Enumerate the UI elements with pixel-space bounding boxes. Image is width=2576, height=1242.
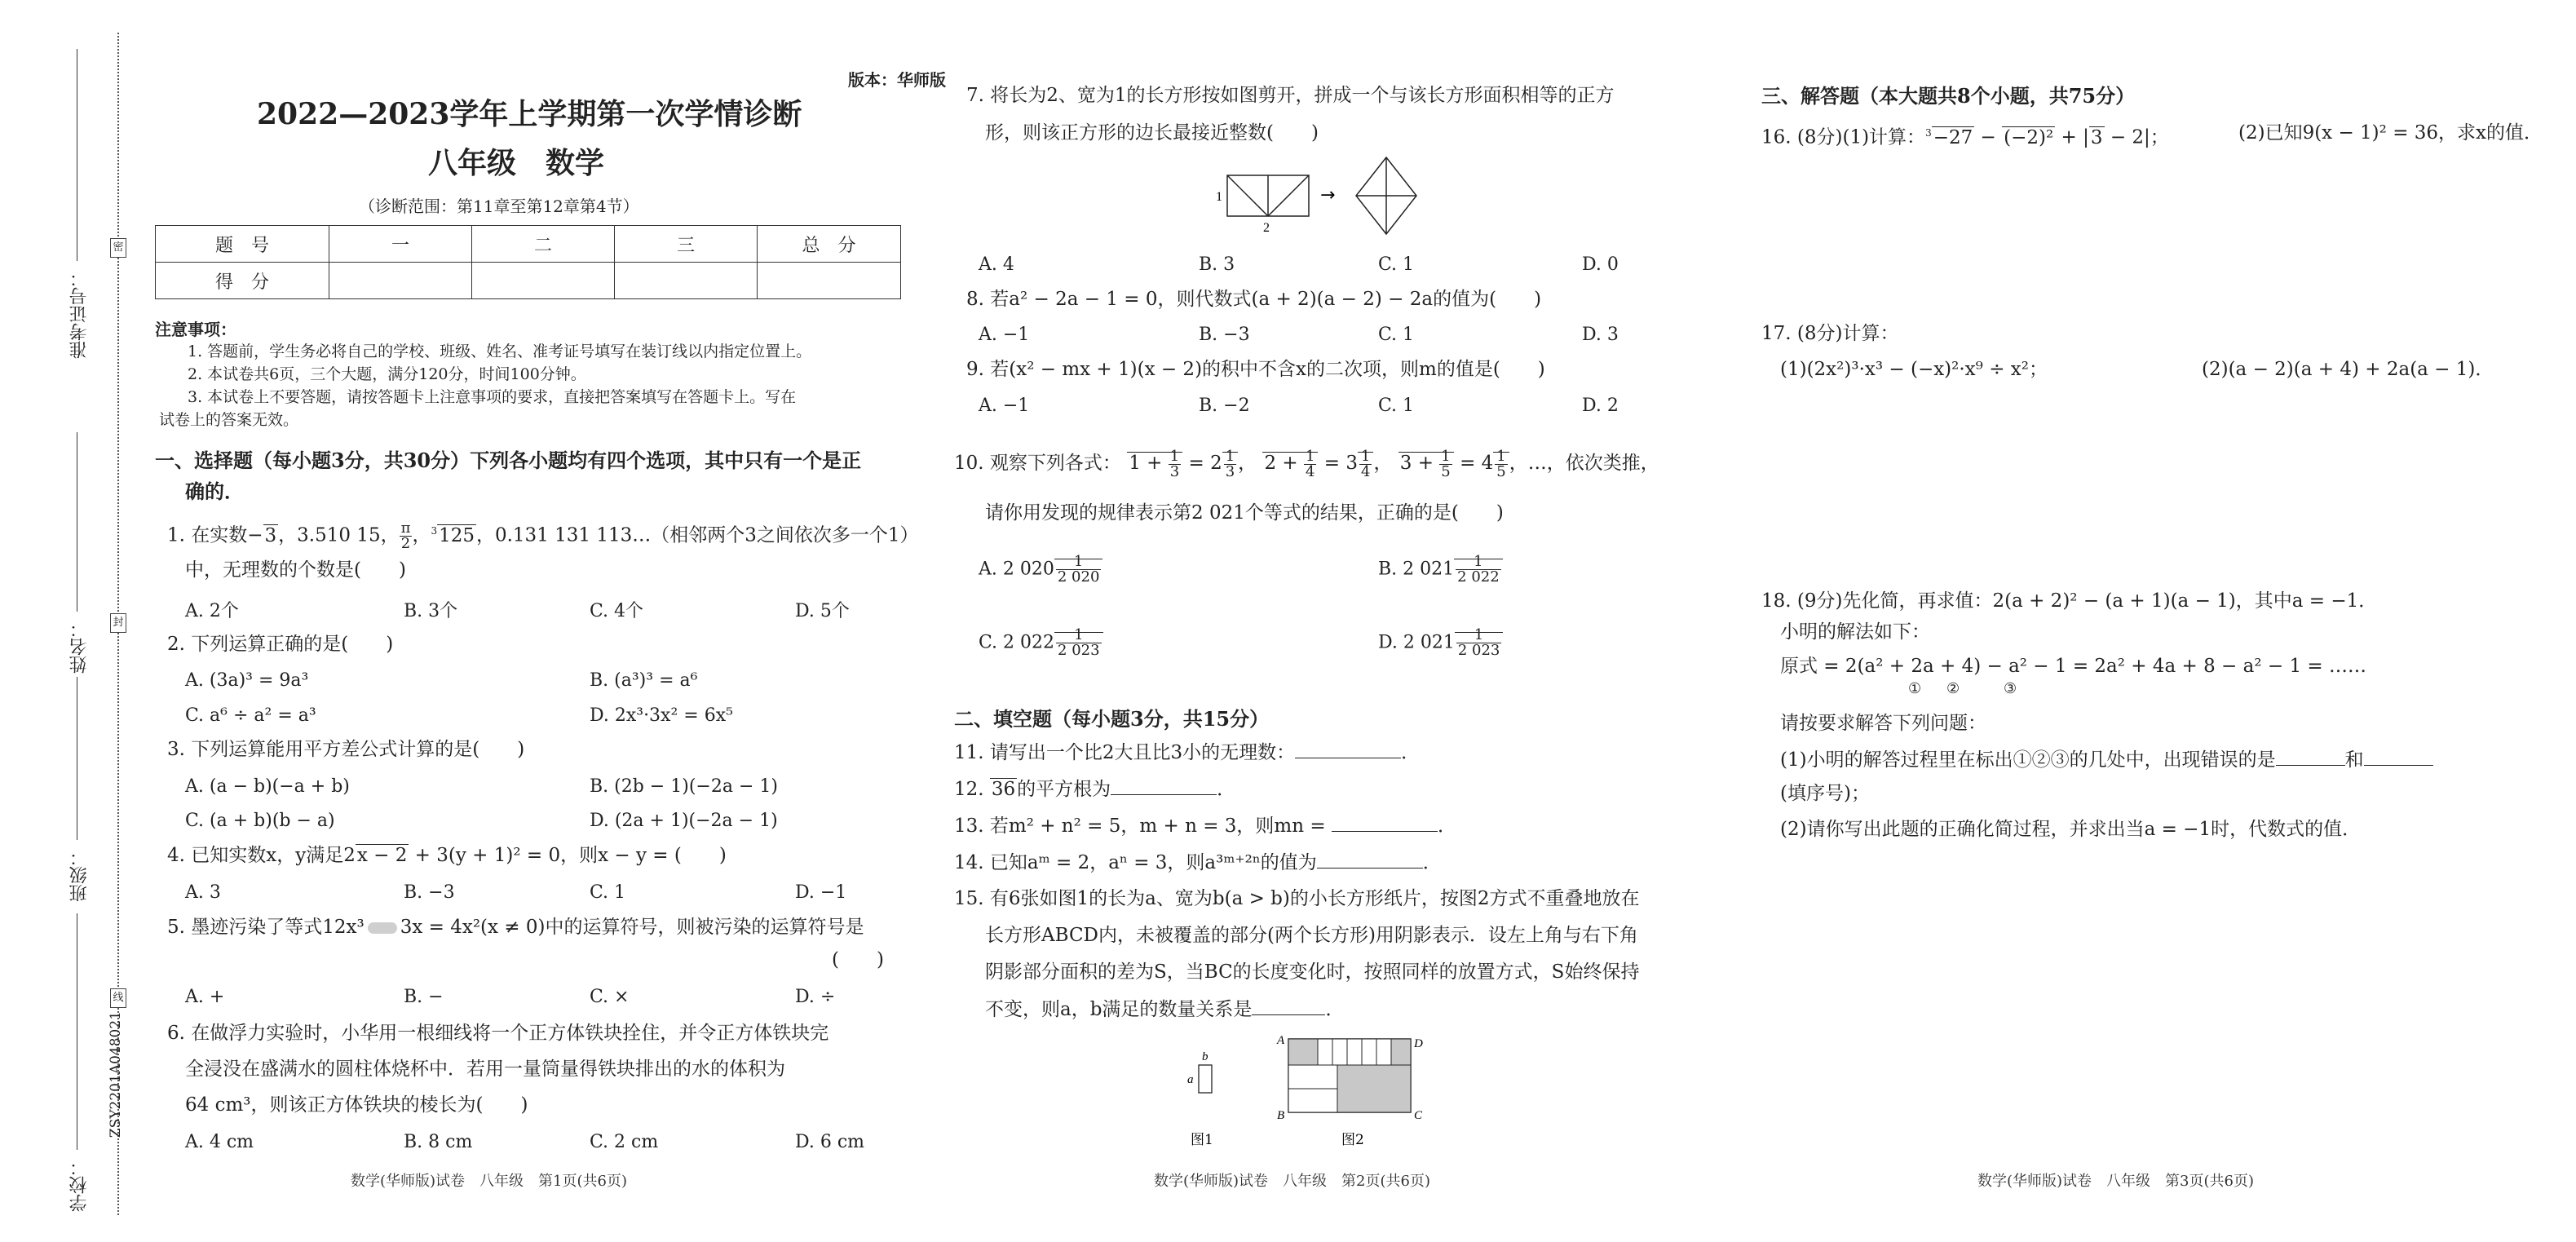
- q7-stem-1: 7. 将长为2、宽为1的长方形按如图剪开，拼成一个与该长方形面积相等的正方: [966, 85, 1615, 106]
- q10-term-1: 1 + $\frac{1}{3}$ = 2 $\frac{1}{3}$: [1127, 452, 1238, 474]
- fig1-label-b: b: [1202, 1050, 1208, 1063]
- score-cell[interactable]: [472, 263, 615, 299]
- section1-heading-2: 确的．: [185, 480, 244, 503]
- score-th-2: 二: [472, 226, 615, 263]
- exam-subtitle: 八年级 数学: [428, 146, 605, 180]
- figure-2: [1276, 1034, 1423, 1148]
- q9-option-a[interactable]: A. −1: [979, 396, 1030, 416]
- note-4: 试卷上的答案无效。: [159, 411, 299, 429]
- page-2: [954, 0, 1704, 1242]
- q6-stem-3: 64 cm³，则该正方体铁块的棱长为( ): [185, 1094, 528, 1116]
- q14-answer-blank[interactable]: [1317, 848, 1423, 869]
- q18-stem: 18. (9分)先化简，再求值：2(a + 2)² − (a + 1)(a − 1)，其中a = −1．: [1761, 590, 2378, 612]
- score-th-label: 题 号: [156, 226, 329, 263]
- q5-paren: ( ): [832, 949, 884, 970]
- q1-stem-2: 中，无理数的个数是( ): [185, 559, 406, 581]
- q4-stem: 4. 已知实数x，y满足2x − 2 + 3(y + 1)² = 0，则x − y = ( ): [167, 845, 727, 866]
- q2-option-b[interactable]: B. (a³)³ = a⁶: [590, 670, 698, 691]
- q7-figure: [1211, 155, 1423, 245]
- q8-option-c[interactable]: C. 1: [1378, 325, 1415, 345]
- section3-heading: 三、解答题（本大题共8个小题，共75分）: [1761, 84, 2136, 108]
- assembled-square: [1356, 157, 1416, 234]
- q7-option-c[interactable]: C. 1: [1378, 254, 1415, 275]
- q8-option-b[interactable]: B. −3: [1199, 325, 1250, 345]
- q18-answer-blank-2[interactable]: [2364, 745, 2433, 766]
- q11-answer-blank[interactable]: [1295, 738, 1401, 758]
- note-1: 1. 答题前，学生务必将自己的学校、班级、姓名、准考证号填写在装订线以内指定位置上。: [188, 343, 812, 360]
- q6-option-a[interactable]: A. 4 cm: [185, 1132, 254, 1152]
- q16-part1: 16. (8分)(1)计算：$^3$−27 − (−2)² + |3 − 2|；: [1761, 126, 2169, 148]
- q12-stem: 12. 36的平方根为 ．: [954, 775, 1235, 803]
- q6-stem-2: 全浸没在盛满水的圆柱体烧杯中．若用一量筒量得铁块排出的水的体积为: [185, 1059, 785, 1080]
- q4-option-b[interactable]: B. −3: [404, 882, 455, 903]
- binding-strip: [49, 33, 130, 1215]
- q3-option-a[interactable]: A. (a − b)(−a + b): [185, 776, 350, 797]
- q8-stem: 8. 若a² − 2a − 1 = 0，则代数式(a + 2)(a − 2) − 2a的值为( ): [966, 289, 1542, 310]
- q7-option-b[interactable]: B. 3: [1199, 254, 1235, 275]
- q4-option-a[interactable]: A. 3: [185, 882, 221, 903]
- q3-option-d[interactable]: D. (2a + 1)(−2a − 1): [590, 811, 778, 831]
- q10-option-a[interactable]: A. 2 020 $\frac{1}{2 020}$: [979, 555, 1102, 585]
- q2-stem: 2. 下列运算正确的是( ): [167, 634, 394, 655]
- q1-stem: 1. 在实数−3，3.510 15， $\frac{\pi}{2}$ ，$^3$125，0.131 131 113…（相邻两个3之间依次多一个1）: [167, 519, 919, 553]
- q10-option-d[interactable]: D. 2 021 $\frac{1}{2 023}$: [1378, 628, 1503, 658]
- note-2: 2. 本试卷共6页，三个大题，满分120分，时间100分钟。: [188, 365, 586, 383]
- fig2-vertex-b: B: [1277, 1109, 1285, 1122]
- q5-option-a[interactable]: A. +: [185, 987, 225, 1007]
- score-th-total: 总 分: [758, 226, 901, 263]
- figure-1: [1187, 1050, 1213, 1148]
- q10-term-2: 2 + $\frac{1}{4}$ = 3 $\frac{1}{4}$: [1262, 452, 1373, 474]
- q4-option-c[interactable]: C. 1: [590, 882, 626, 903]
- q7-option-d[interactable]: D. 0: [1582, 254, 1619, 275]
- q13-stem: 13. 若m² + n² = 5，m + n = 3，则mn = ．: [954, 811, 1456, 840]
- q6-stem-1: 6. 在做浮力实验时，小华用一根细线将一个正方体铁块拴住，并令正方体铁块完: [167, 1023, 829, 1044]
- section2-heading: 二、填空题（每小题3分，共15分）: [954, 707, 1270, 731]
- q12-answer-blank[interactable]: [1111, 775, 1217, 795]
- q9-option-d[interactable]: D. 2: [1582, 396, 1619, 416]
- page-3: [1757, 0, 2556, 1242]
- q10-stem: 10. 观察下列各式： 1 + $\frac{1}{3}$ = 2 $\frac{1}{3}$ ， 2 + $\frac{1}{4}$ = 3 $\frac{1}{4}$ ， 3 + $\frac{1}{5}$ = 4 $\frac{1}{5}$ ，…，依次类推，: [954, 447, 1659, 480]
- q3-option-b[interactable]: B. (2b − 1)(−2a − 1): [590, 776, 778, 797]
- score-row-label: 得 分: [156, 263, 329, 299]
- q6-option-c[interactable]: C. 2 cm: [590, 1132, 659, 1152]
- q16-part2: (2)已知9(x − 1)² = 36，求x的值．: [2238, 122, 2543, 144]
- q18-line2: 小明的解法如下：: [1780, 621, 1930, 643]
- q9-stem: 9. 若(x² − mx + 1)(x − 2)的积中不含x的二次项，则m的值是( ): [966, 359, 1545, 380]
- q9-option-b[interactable]: B. −2: [1199, 396, 1250, 416]
- mark-mi: 密: [110, 238, 126, 258]
- q6-option-d[interactable]: D. 6 cm: [795, 1132, 865, 1152]
- q17-part1: (1)(2x²)³·x³ − (−x)²·x⁹ ÷ x²；: [1780, 359, 2048, 380]
- q4-option-d[interactable]: D. −1: [795, 882, 847, 903]
- q14-stem: 14. 已知aᵐ = 2，aⁿ = 3，则a³ᵐ⁺²ⁿ的值为 ．: [954, 848, 1442, 877]
- q3-option-c[interactable]: C. (a + b)(b − a): [185, 811, 335, 831]
- ink-blot: [368, 922, 397, 934]
- q10-term-3: 3 + $\frac{1}{5}$ = 4 $\frac{1}{5}$: [1398, 452, 1509, 474]
- fig2-caption: 图2: [1341, 1132, 1364, 1148]
- q5-stem: 5. 墨迹污染了等式12x³ 3x = 4x²(x ≠ 0)中的运算符号，则被污染的运算符号是: [167, 917, 864, 938]
- exam-title: 2022—2023学年上学期第一次学情诊断: [257, 97, 802, 131]
- score-cell[interactable]: [329, 263, 472, 299]
- fig1-caption: 图1: [1191, 1132, 1213, 1148]
- q2-option-c[interactable]: C. a⁶ ÷ a² = a³: [185, 705, 316, 726]
- fig1-label-a: a: [1187, 1073, 1194, 1086]
- q3-stem: 3. 下列运算能用平方差公式计算的是( ): [167, 739, 525, 760]
- q8-option-d[interactable]: D. 3: [1582, 325, 1619, 345]
- page-footer-3: 数学(华师版)试卷 八年级 第3页(共6页): [1977, 1173, 2254, 1190]
- version-label: 版本：华师版: [848, 70, 946, 90]
- q6-option-b[interactable]: B. 8 cm: [404, 1132, 473, 1152]
- mark-xian: 线: [110, 988, 126, 1008]
- fig2-vertex-d: D: [1414, 1037, 1423, 1050]
- fig-width-label: 1: [1216, 190, 1222, 204]
- q18-line5: (1)小明的解答过程里在标出①②③的几处中，出现错误的是 和: [1780, 745, 2433, 774]
- q18-circle-2: ②: [1946, 680, 1960, 697]
- q18-answer-blank-1[interactable]: [2276, 745, 2345, 766]
- q8-option-a[interactable]: A. −1: [979, 325, 1030, 345]
- q15-stem-2: 长方形ABCD内，未被覆盖的部分(两个长方形)用阴影表示．设左上角与右下角: [985, 925, 1638, 946]
- q1-option-b[interactable]: B. 3个: [404, 601, 458, 621]
- score-th-3: 三: [615, 226, 758, 263]
- q17-part2: (2)(a − 2)(a + 4) + 2a(a − 1)．: [2202, 359, 2494, 380]
- q7-stem-2: 形，则该正方形的边长最接近整数( ): [985, 122, 1319, 144]
- q2-option-a[interactable]: A. (3a)³ = 9a³: [185, 670, 309, 691]
- score-cell[interactable]: [758, 263, 901, 299]
- q13-answer-blank[interactable]: [1332, 811, 1438, 832]
- q5-option-c[interactable]: C. ×: [590, 987, 630, 1007]
- mark-feng: 封: [110, 613, 126, 633]
- q18-line3: 原式 = 2(a² + 2a + 4) − a² − 1 = 2a² + 4a + 8 − a² − 1 = ……: [1780, 656, 2366, 677]
- score-cell[interactable]: [615, 263, 758, 299]
- page-footer-1: 数学(华师版)试卷 八年级 第1页(共6页): [351, 1173, 627, 1190]
- q1-option-d[interactable]: D. 5个: [795, 601, 850, 621]
- note-3: 3. 本试卷上不要答题，请按答题卡上注意事项的要求，直接把答案填写在答题卡上。写在: [188, 388, 797, 406]
- q10-stem-2: 请你用发现的规律表示第2 021个等式的结果，正确的是( ): [985, 502, 1504, 524]
- q2-option-d[interactable]: D. 2x³·3x² = 6x⁵: [590, 705, 733, 726]
- fig2-vertex-a: A: [1277, 1034, 1285, 1047]
- q5-option-b[interactable]: B. −: [404, 987, 444, 1007]
- q18-circle-3: ③: [2004, 680, 2017, 697]
- q17-heading: 17. (8分)计算：: [1761, 323, 1899, 344]
- q1-option-a[interactable]: A. 2个: [185, 601, 239, 621]
- label-class: 班级：: [69, 848, 90, 902]
- page-1: [151, 0, 946, 1242]
- page-footer-2: 数学(华师版)试卷 八年级 第2页(共6页): [1154, 1173, 1430, 1190]
- q18-circle-1: ①: [1908, 680, 1922, 697]
- q18-line6: (填序号)；: [1780, 783, 1870, 804]
- notes-heading: 注意事项：: [155, 320, 236, 339]
- fig2-vertex-c: C: [1414, 1109, 1423, 1122]
- paper-code: ZSY2201A048021: [108, 1011, 124, 1138]
- q15-stem-3: 阴影部分面积的差为S，当BC的长度变化时，按照同样的放置方式，S始终保持: [985, 961, 1640, 983]
- arrow-icon: →: [1320, 185, 1336, 206]
- cut-rectangle: [1227, 175, 1309, 216]
- section1-heading: 一、选择题（每小题3分，共30分）下列各小题均有四个选项，其中只有一个是正: [155, 449, 862, 472]
- q1-option-c[interactable]: C. 4个: [590, 601, 644, 621]
- q18-line4: 请按要求解答下列问题：: [1780, 713, 1986, 734]
- label-school: 学校：: [69, 1158, 90, 1212]
- q5-option-d[interactable]: D. ÷: [795, 987, 836, 1007]
- score-table: [155, 225, 901, 299]
- q15-stem-4: 不变，则a，b满足的数量关系是 ．: [985, 995, 1344, 1023]
- label-name: 姓名：: [69, 620, 90, 674]
- q10-option-b[interactable]: B. 2 021 $\frac{1}{2 022}$: [1378, 555, 1503, 585]
- q10-option-c[interactable]: C. 2 022 $\frac{1}{2 023}$: [979, 628, 1103, 658]
- q9-option-c[interactable]: C. 1: [1378, 396, 1415, 416]
- label-zkz: 准考证号：: [69, 269, 90, 359]
- q11-stem: 11. 请写出一个比2大且比3小的无理数： ．: [954, 738, 1420, 767]
- q15-figures: [1174, 1034, 1460, 1148]
- score-th-1: 一: [329, 226, 472, 263]
- exam-scope: （诊断范围：第11章至第12章第4节）: [359, 197, 639, 216]
- q7-option-a[interactable]: A. 4: [979, 254, 1014, 275]
- fig-length-label: 2: [1263, 221, 1270, 235]
- q15-answer-blank[interactable]: [1252, 995, 1325, 1015]
- q18-line7: (2)请你写出此题的正确化简过程，并求出当a = −1时，代数式的值．: [1780, 819, 2362, 840]
- q15-stem-1: 15. 有6张如图1的长为a、宽为b(a > b)的小长方形纸片，按图2方式不重叠地放在: [954, 888, 1640, 909]
